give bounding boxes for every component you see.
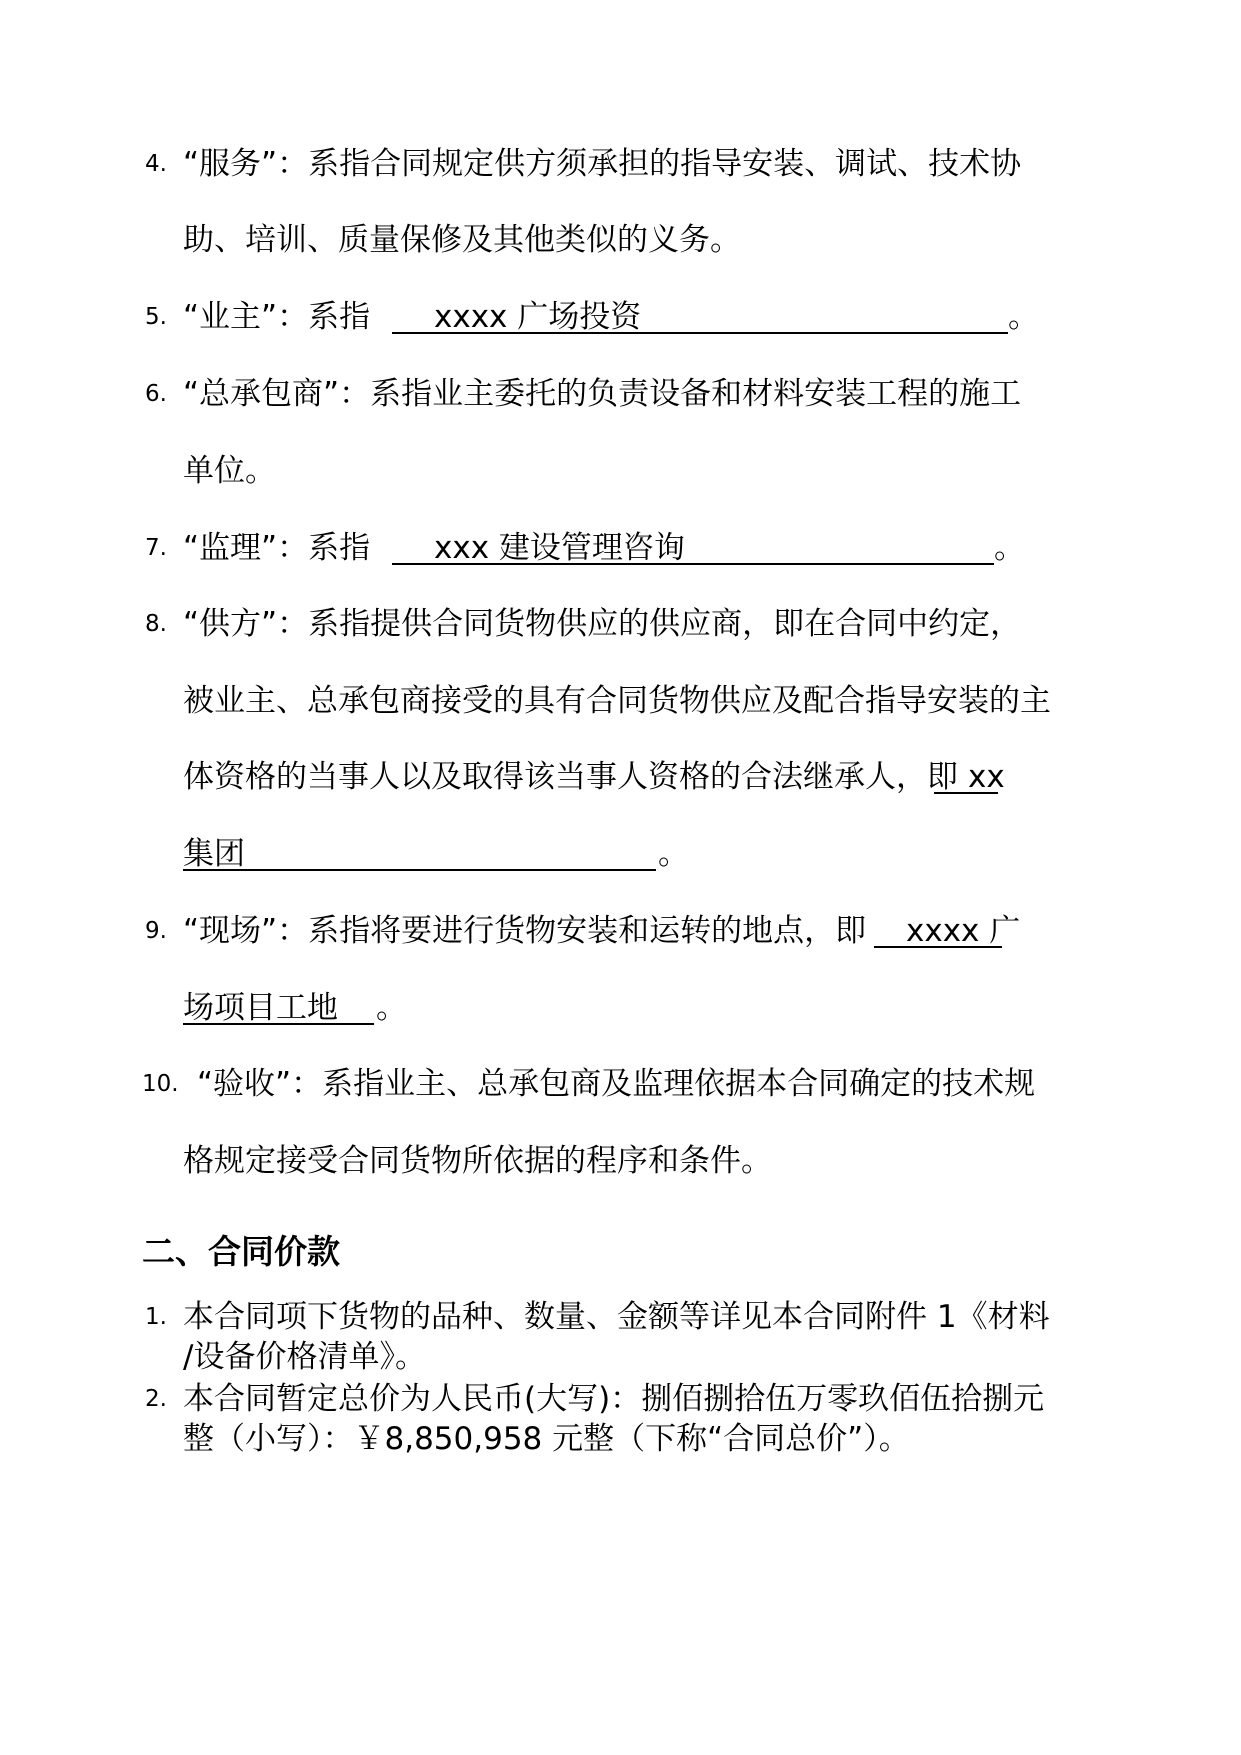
supervisor-fill-field xyxy=(392,523,994,565)
definition-text: “总承包商”：系指业主委托的负责设备和材料安装工程的施工 xyxy=(183,376,1022,412)
item-number: 4. xyxy=(145,151,167,177)
supplier-fill-field xyxy=(934,752,1005,795)
section-heading: 二、合同价款 xyxy=(142,1232,340,1271)
item-number: 8. xyxy=(145,611,167,637)
definition-text: 。 xyxy=(994,530,1025,566)
owner-fill-field xyxy=(392,292,1008,334)
definition-text: “服务”：系指合同规定供方须承担的指导安装、调试、技术协 xyxy=(183,146,1022,182)
supplier-fill-value-cont: 集团 xyxy=(183,836,245,872)
site-fill-field xyxy=(874,906,1021,949)
item-number: 7. xyxy=(145,535,167,561)
definition-text: “现场”：系指将要进行货物安装和运转的地点，即 xyxy=(183,913,867,949)
site-fill-value: xxxx 广 xyxy=(906,913,1021,949)
price-text: 本合同项下货物的品种、数量、金额等详见本合同附件 1《材料 xyxy=(183,1299,1050,1335)
definition-text: 体资格的当事人以及取得该当事人资格的合法继承人，即 xyxy=(183,759,958,795)
supervisor-fill-value: xxx 建设管理咨询 xyxy=(434,530,685,566)
price-text: 本合同暂定总价为人民币(大写)：捌佰捌拾伍万零玖佰伍拾捌元 xyxy=(183,1381,1045,1417)
item-number: 1. xyxy=(145,1304,167,1330)
definition-text: 。 xyxy=(658,836,689,872)
site-fill-field-cont xyxy=(183,983,374,1025)
definition-text: “业主”：系指 xyxy=(183,299,371,335)
definition-text: 。 xyxy=(376,990,407,1026)
supplier-fill-value: xx xyxy=(968,759,1005,795)
item-number: 10. xyxy=(142,1071,179,1097)
item-number: 9. xyxy=(145,918,167,944)
item-number: 5. xyxy=(145,304,167,330)
definition-text: “监理”：系指 xyxy=(183,530,371,566)
definition-text: “验收”：系指业主、总承包商及监理依据本合同确定的技术规 xyxy=(197,1066,1036,1102)
owner-fill-value: xxxx 广场投资 xyxy=(434,299,642,335)
item-number: 6. xyxy=(145,381,167,407)
supplier-fill-field-cont xyxy=(183,829,656,871)
site-fill-value-cont: 场项目工地 xyxy=(183,990,338,1026)
definition-text: 助、培训、质量保修及其他类似的义务。 xyxy=(183,222,741,258)
definition-text: “供方”：系指提供合同货物供应的供应商，即在合同中约定， xyxy=(183,606,1022,642)
definition-text: 。 xyxy=(1008,299,1039,335)
item-number: 2. xyxy=(145,1386,167,1412)
definition-text: 被业主、总承包商接受的具有合同货物供应及配合指导安装的主 xyxy=(183,683,1051,719)
price-text: 整（小写）：￥8,850,958 元整（下称“合同总价”）。 xyxy=(183,1421,910,1457)
price-text: /设备价格清单》。 xyxy=(183,1339,426,1375)
definition-text: 格规定接受合同货物所依据的程序和条件。 xyxy=(183,1143,772,1179)
definition-text: 单位。 xyxy=(183,453,276,489)
